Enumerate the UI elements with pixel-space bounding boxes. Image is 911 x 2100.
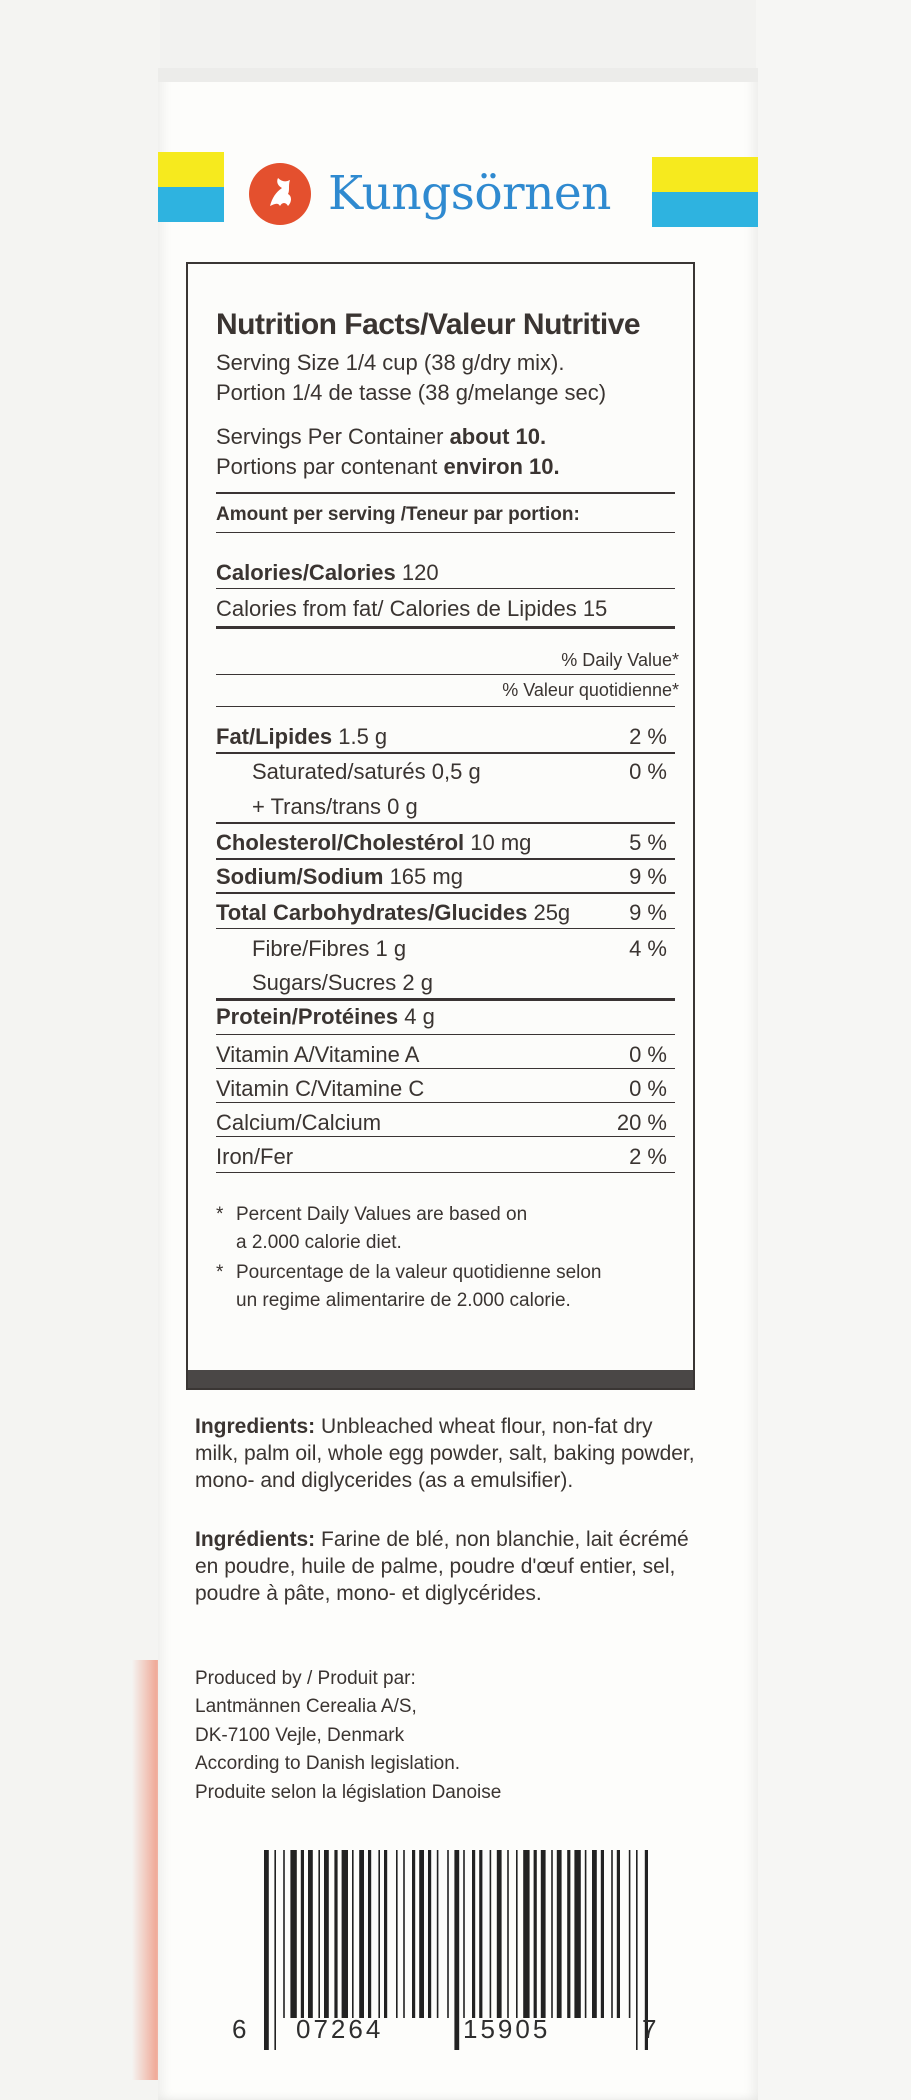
barcode-bar xyxy=(592,1850,597,2018)
nutrient-amount: + Trans/trans 0 g xyxy=(252,794,418,819)
barcode-bar xyxy=(352,1850,354,2018)
nutrient-label xyxy=(216,864,463,890)
nutrient-label xyxy=(216,1110,381,1136)
barcode-bar xyxy=(454,1850,459,2050)
barcode-bar xyxy=(334,1850,337,2018)
nutrient-daily-value: 4 % xyxy=(629,936,667,961)
barcode-bar xyxy=(551,1850,553,2018)
barcode-bar xyxy=(308,1850,313,2018)
barcode-bar xyxy=(611,1850,613,2018)
nutrient-label xyxy=(252,794,418,820)
barcode-bar xyxy=(497,1850,502,2018)
barcode-bar xyxy=(567,1850,570,2018)
ingredients-en-text: Unbleached wheat flour, non-fat dry milk, palm oil, whole egg powder, salt, baking powder, mono- and diglycerides (as a emulsifier). xyxy=(195,1415,695,1492)
nutrient-name: Protein/Protéines xyxy=(216,1004,399,1029)
barcode-bar xyxy=(463,1850,465,2018)
nutrient-label xyxy=(216,1076,424,1102)
ingredients-fr-label: Ingrédients: xyxy=(195,1528,316,1551)
divider xyxy=(216,1172,675,1173)
barcode-bar xyxy=(534,1850,537,2018)
divider xyxy=(216,706,675,707)
footnote-fr-1: Pourcentage de la valeur quotidienne selon xyxy=(236,1262,602,1283)
barcode-bar xyxy=(507,1850,509,2018)
barcode-bar xyxy=(585,1850,587,2018)
nutrient-amount: 1.5 g xyxy=(332,724,388,749)
barcode-bar xyxy=(378,1850,380,2018)
nutrient-amount: Saturated/saturés 0,5 g xyxy=(252,759,481,784)
ingredients-en-label: Ingredients: xyxy=(195,1415,316,1438)
divider xyxy=(216,674,675,675)
nutrient-row xyxy=(216,1042,675,1070)
nutrient-label xyxy=(216,830,531,856)
nutrient-label xyxy=(252,759,481,785)
barcode-bar xyxy=(557,1850,562,2018)
footnote-en-1: Percent Daily Values are based on xyxy=(236,1204,528,1225)
barcode-bar xyxy=(437,1850,439,2018)
divider xyxy=(216,492,675,494)
barcode-bar xyxy=(541,1850,546,2018)
nutrient-row xyxy=(216,1076,675,1104)
barcode-bar xyxy=(601,1850,604,2018)
nutrient-daily-value: 0 % xyxy=(629,1042,667,1067)
nutrient-row xyxy=(216,1144,675,1172)
servings-value: about 10. xyxy=(449,424,547,449)
divider xyxy=(216,892,675,894)
ingredients-en xyxy=(195,1413,695,1494)
portion-size: Portion 1/4 de tasse (38 g/melange sec) xyxy=(216,380,607,405)
barcode-bar xyxy=(516,1850,518,2018)
background-right xyxy=(756,0,911,2100)
divider xyxy=(216,1068,675,1069)
portions-value: environ 10. xyxy=(443,454,560,479)
divider xyxy=(216,998,675,1001)
stripe-left xyxy=(158,152,224,222)
barcode-bar xyxy=(472,1850,475,2018)
barcode-bar xyxy=(617,1850,620,2018)
nutrient-amount: 4 g xyxy=(398,1004,435,1029)
barcode-bar xyxy=(412,1850,415,2018)
divider xyxy=(216,1136,675,1137)
nutrient-daily-value: 0 % xyxy=(629,1076,667,1101)
nutrient-daily-value: 20 % xyxy=(616,1110,667,1135)
nutrient-daily-value: 2 % xyxy=(629,1144,667,1169)
nutrient-amount: Vitamin A/Vitamine A xyxy=(216,1042,420,1067)
serving-size: Serving Size 1/4 cup (38 g/dry mix). xyxy=(216,350,565,375)
nutrient-daily-value: 9 % xyxy=(629,900,667,925)
nutrient-row xyxy=(216,724,675,752)
producer-line-1: Produced by / Produit par: xyxy=(195,1668,416,1689)
barcode-bar xyxy=(368,1850,371,2018)
nutrient-row xyxy=(216,970,675,998)
nutrient-row xyxy=(216,864,675,892)
servings-per-container xyxy=(216,424,546,450)
nutrient-amount: Sugars/Sucres 2 g xyxy=(252,970,433,995)
divider xyxy=(216,858,675,860)
portions-per-container xyxy=(216,454,560,480)
nutrient-name: Total Carbohydrates/Glucides xyxy=(216,900,528,925)
barcode-bar xyxy=(523,1850,529,2018)
barcode-bar xyxy=(283,1850,285,2018)
barcode-group-1: 07264 xyxy=(296,2014,384,2044)
divider xyxy=(216,626,675,629)
calories-row xyxy=(216,560,439,586)
nutrient-row xyxy=(216,794,675,822)
barcode-group-2: 15905 xyxy=(463,2014,551,2044)
nutrient-row xyxy=(216,759,675,787)
nutrient-name: Fat/Lipides xyxy=(216,724,333,749)
barcode-bar xyxy=(479,1850,482,2018)
panel-bottom-bar xyxy=(188,1370,693,1388)
divider xyxy=(216,532,675,533)
barcode-bar xyxy=(428,1850,431,2018)
nutrient-label xyxy=(252,970,433,996)
nutrient-row xyxy=(216,830,675,858)
amount-header: Amount per serving /Teneur par portion: xyxy=(216,504,580,525)
divider xyxy=(216,928,675,929)
producer-line-4: According to Danish legislation. xyxy=(195,1753,461,1774)
barcode-left-digit: 6 xyxy=(232,2014,247,2044)
barcode-bar xyxy=(447,1850,449,2018)
nutrition-title: Nutrition Facts/Valeur Nutritive xyxy=(216,308,641,341)
barcode-bar xyxy=(629,1850,631,2018)
nutrient-label xyxy=(216,1144,293,1170)
nutrient-amount: 10 mg xyxy=(464,830,532,855)
divider xyxy=(216,1102,675,1103)
nutrient-label xyxy=(216,1042,419,1068)
barcode-bar xyxy=(290,1850,296,2018)
brand-name: Kungsörnen xyxy=(328,166,611,221)
barcode-bar xyxy=(359,1850,364,2018)
nutrient-label xyxy=(252,936,406,962)
nutrient-amount: Calcium/Calcium xyxy=(216,1110,382,1135)
nutrient-amount: 165 mg xyxy=(383,864,463,889)
nutrient-label xyxy=(216,1004,435,1030)
producer-line-5: Produite selon la législation Danoise xyxy=(195,1782,502,1803)
divider xyxy=(216,752,675,754)
barcode-bar xyxy=(636,1850,638,2050)
ingredients-fr-text: Farine de blé, non blanchie, lait écrémé en poudre, huile de palme, poudre d'œuf entier, sel, poudre à pâte, mono- et diglycérides. xyxy=(195,1528,689,1605)
calories-value: 120 xyxy=(395,560,439,585)
footnote-asterisk-1: * xyxy=(216,1204,224,1225)
nutrient-amount: 25g xyxy=(527,900,571,925)
footnote-fr-2: un regime alimentarire de 2.000 calorie. xyxy=(236,1290,571,1311)
nutrient-amount: Iron/Fer xyxy=(216,1144,294,1169)
nutrient-label xyxy=(216,724,387,750)
barcode-bar xyxy=(318,1850,320,2018)
nutrient-amount: Vitamin C/Vitamine C xyxy=(216,1076,425,1101)
nutrient-daily-value: 5 % xyxy=(629,830,667,855)
nutrient-daily-value: 0 % xyxy=(629,759,667,784)
barcode-bar xyxy=(324,1850,329,2018)
barcode-bar xyxy=(490,1850,492,2018)
barcode-bar xyxy=(301,1850,304,2018)
producer-line-2: Lantmännen Cerealia A/S, xyxy=(195,1696,417,1717)
nutrient-label xyxy=(216,900,570,926)
divider xyxy=(216,1034,675,1035)
divider xyxy=(216,588,675,589)
barcode-bar xyxy=(342,1850,348,2018)
nutrient-row xyxy=(216,1004,675,1032)
barcode-bar xyxy=(403,1850,405,2018)
divider xyxy=(216,822,675,824)
ingredients-fr xyxy=(195,1526,695,1607)
footnote-en-2: a 2.000 calorie diet. xyxy=(236,1232,402,1253)
eagle-icon xyxy=(249,163,311,225)
nutrient-row xyxy=(216,936,675,964)
nutrition-panel xyxy=(186,262,695,1390)
nutrient-daily-value: 9 % xyxy=(629,864,667,889)
nutrient-row xyxy=(216,1110,675,1138)
servings-label: Servings Per Container xyxy=(216,424,450,449)
nutrient-amount: Fibre/Fibres 1 g xyxy=(252,936,407,961)
daily-value-header-en: % Daily Value* xyxy=(561,650,679,670)
stripe-right xyxy=(652,157,758,227)
producer-line-3: DK-7100 Vejle, Denmark xyxy=(195,1725,405,1746)
nutrient-name: Sodium/Sodium xyxy=(216,864,384,889)
barcode-bar xyxy=(574,1850,580,2018)
daily-value-header-fr: % Valeur quotidienne* xyxy=(502,680,679,700)
calories-label: Calories/Calories xyxy=(216,560,396,585)
footnote-asterisk-2: * xyxy=(216,1262,224,1283)
barcode-right-digit: 7 xyxy=(642,2014,657,2044)
nutrient-row xyxy=(216,900,675,928)
nutrient-daily-value: 2 % xyxy=(629,724,667,749)
barcode-bar xyxy=(396,1850,398,2018)
barcode-bar xyxy=(384,1850,387,2018)
calories-from-fat: Calories from fat/ Calories de Lipides 15 xyxy=(216,596,608,621)
barcode-bar xyxy=(419,1850,424,2018)
nutrient-name: Cholesterol/Cholestérol xyxy=(216,830,465,855)
barcode-bar xyxy=(274,1850,276,2050)
portions-label: Portions par contenant xyxy=(216,454,444,479)
box-top-edge xyxy=(158,68,758,82)
barcode-bar xyxy=(264,1850,269,2050)
